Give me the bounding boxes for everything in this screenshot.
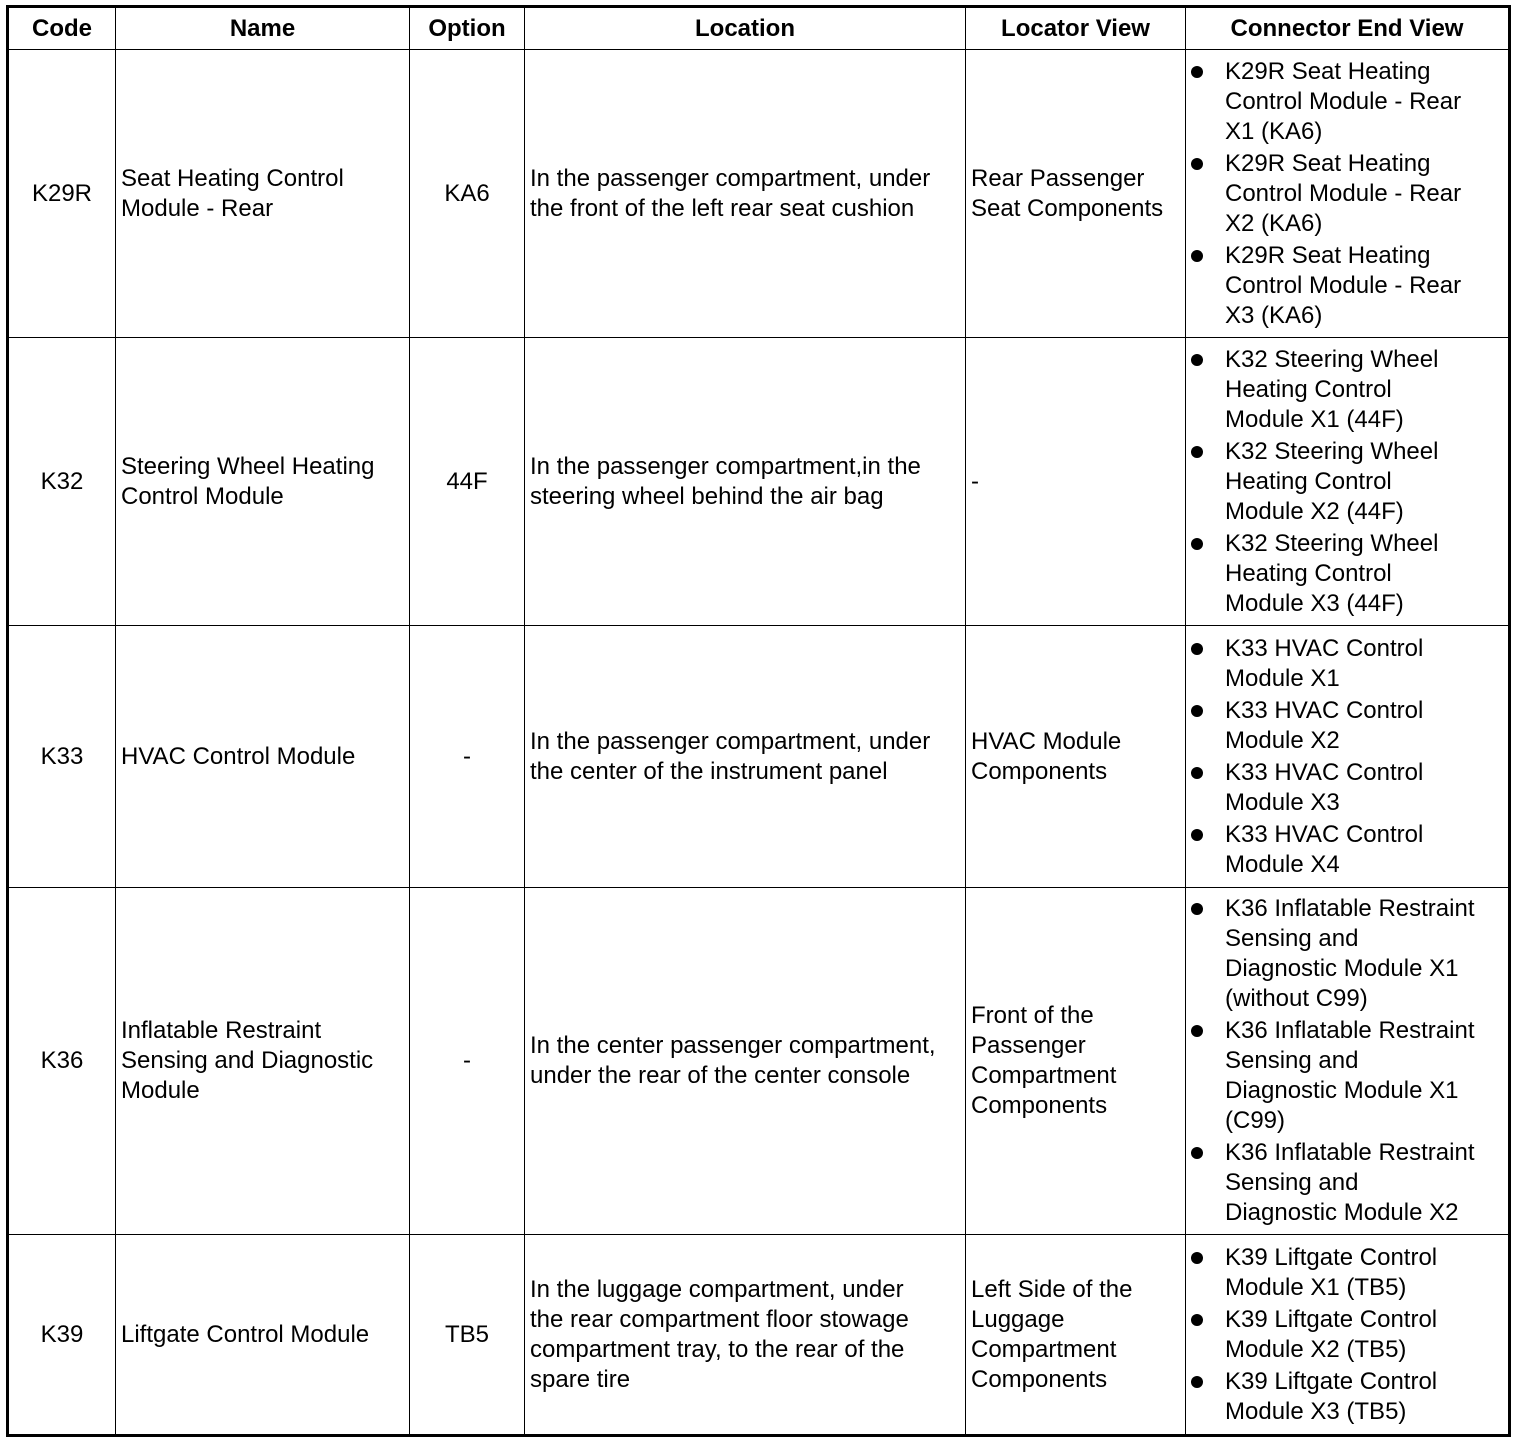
- text-line: Module X2 (TB5): [1225, 1335, 1407, 1363]
- text-line: Heating Control: [1225, 467, 1392, 495]
- option-text: -: [463, 742, 471, 770]
- text-line: X3 (KA6): [1225, 301, 1323, 329]
- connector-item: [1191, 696, 1503, 756]
- text-line: compartment tray, to the rear of the: [530, 1335, 905, 1363]
- cell-location: [525, 338, 966, 626]
- text-line: Left Side of the: [971, 1275, 1133, 1303]
- table-row: [8, 626, 1510, 888]
- text-line: K29R Seat Heating: [1225, 241, 1431, 269]
- text-line: HVAC Module: [971, 727, 1122, 755]
- text-line: K33 HVAC Control: [1225, 758, 1424, 786]
- cell-location: [525, 888, 966, 1235]
- text-line: Module: [121, 1077, 200, 1104]
- connector-list: [1191, 634, 1503, 880]
- text-line: Luggage: [971, 1305, 1065, 1333]
- cell-code: [8, 50, 116, 338]
- connector-list: [1191, 57, 1503, 331]
- text-line: Passenger: [971, 1032, 1086, 1059]
- cell-locator-view: [966, 888, 1186, 1235]
- text-line: Module X2 (44F): [1225, 497, 1404, 525]
- text-line: the rear compartment floor stowage: [530, 1305, 909, 1333]
- text-line: Module X1: [1225, 664, 1340, 692]
- cell-option: [410, 50, 525, 338]
- text-line: K39 Liftgate Control: [1225, 1367, 1438, 1395]
- text-line: Sensing and: [1225, 1047, 1359, 1074]
- code-text: K36: [40, 1047, 84, 1074]
- table-row: [8, 1235, 1510, 1436]
- text-line: Module X1 (TB5): [1225, 1273, 1407, 1301]
- cell-name: [116, 888, 410, 1235]
- code-text: K33: [40, 742, 84, 770]
- cell-code: [8, 888, 116, 1235]
- cell-connector-end-view: [1186, 338, 1510, 626]
- connector-item: [1191, 820, 1503, 880]
- text-line: (without C99): [1225, 985, 1368, 1012]
- cell-name: [116, 50, 410, 338]
- connector-item: [1191, 1138, 1503, 1228]
- text-line: In the passenger compartment, under: [530, 164, 931, 192]
- code-text: K39: [40, 1320, 84, 1348]
- text-line: Steering Wheel Heating: [121, 452, 375, 480]
- text-line: -: [971, 467, 979, 495]
- code-text: K29R: [31, 179, 93, 207]
- text-line: K36 Inflatable Restraint: [1225, 1139, 1475, 1166]
- text-line: K36 Inflatable Restraint: [1225, 1017, 1475, 1044]
- cell-location: [525, 50, 966, 338]
- cell-locator-view: [966, 338, 1186, 626]
- code-text: K32: [40, 467, 84, 495]
- option-text: KA6: [444, 179, 490, 207]
- text-line: K39 Liftgate Control: [1225, 1243, 1438, 1271]
- text-line: Control Module - Rear: [1225, 271, 1462, 299]
- header-option: Option: [410, 7, 525, 50]
- text-line: Control Module: [121, 482, 284, 510]
- text-line: Diagnostic Module X1: [1225, 1077, 1459, 1104]
- text-line: Module X4: [1225, 850, 1340, 878]
- text-line: Seat Heating Control: [121, 164, 344, 192]
- text-line: K32 Steering Wheel: [1225, 345, 1439, 373]
- text-line: Module X1 (44F): [1225, 405, 1404, 433]
- text-line: spare tire: [530, 1365, 631, 1393]
- connector-list: [1191, 1243, 1503, 1427]
- text-line: Compartment: [971, 1335, 1117, 1363]
- cell-name: [116, 1235, 410, 1436]
- connector-item: [1191, 758, 1503, 818]
- text-line: Module X2: [1225, 726, 1340, 754]
- text-line: Diagnostic Module X2: [1225, 1199, 1459, 1226]
- text-line: Inflatable Restraint: [121, 1017, 322, 1044]
- connector-list: [1191, 894, 1503, 1228]
- cell-connector-end-view: [1186, 1235, 1510, 1436]
- text-line: K32 Steering Wheel: [1225, 437, 1439, 465]
- text-line: Module X3 (44F): [1225, 589, 1404, 617]
- text-line: Module - Rear: [121, 194, 274, 222]
- connector-item: [1191, 634, 1503, 694]
- connector-item: [1191, 1367, 1503, 1427]
- connector-item: [1191, 241, 1503, 331]
- connector-item: [1191, 345, 1503, 435]
- text-line: K33 HVAC Control: [1225, 820, 1424, 848]
- text-line: Liftgate Control Module: [121, 1320, 370, 1348]
- cell-connector-end-view: [1186, 50, 1510, 338]
- text-line: K33 HVAC Control: [1225, 634, 1424, 662]
- header-connector-end-view: Connector End View: [1186, 7, 1510, 50]
- cell-locator-view: [966, 50, 1186, 338]
- text-line: In the passenger compartment,in the: [530, 452, 921, 480]
- text-line: HVAC Control Module: [121, 742, 356, 770]
- text-line: Control Module - Rear: [1225, 179, 1462, 207]
- text-line: (C99): [1225, 1107, 1286, 1134]
- cell-location: [525, 626, 966, 888]
- text-line: In the luggage compartment, under: [530, 1275, 904, 1303]
- option-text: TB5: [444, 1320, 489, 1348]
- text-line: Heating Control: [1225, 559, 1392, 587]
- table-body: [8, 50, 1510, 1436]
- table-row: [8, 338, 1510, 626]
- text-line: the front of the left rear seat cushion: [530, 194, 915, 222]
- cell-code: [8, 338, 116, 626]
- cell-connector-end-view: [1186, 888, 1510, 1235]
- header-code: Code: [8, 7, 116, 50]
- text-line: K32 Steering Wheel: [1225, 529, 1439, 557]
- table-row: [8, 888, 1510, 1235]
- text-line: Heating Control: [1225, 375, 1392, 403]
- text-line: X2 (KA6): [1225, 209, 1323, 237]
- text-line: steering wheel behind the air bag: [530, 482, 884, 510]
- cell-option: [410, 338, 525, 626]
- cell-name: [116, 338, 410, 626]
- text-line: Sensing and: [1225, 1169, 1359, 1196]
- table-row: [8, 50, 1510, 338]
- text-line: the center of the instrument panel: [530, 757, 888, 785]
- connector-item: [1191, 57, 1503, 147]
- cell-connector-end-view: [1186, 626, 1510, 888]
- text-line: X1 (KA6): [1225, 117, 1323, 145]
- text-line: Components: [971, 1092, 1108, 1119]
- connector-item: [1191, 894, 1503, 1014]
- text-line: Sensing and Diagnostic: [121, 1047, 374, 1074]
- connector-item: [1191, 529, 1503, 619]
- option-text: -: [463, 1047, 471, 1074]
- text-line: Diagnostic Module X1: [1225, 955, 1459, 982]
- connector-item: [1191, 1243, 1503, 1303]
- cell-location: [525, 1235, 966, 1436]
- text-line: Sensing and: [1225, 925, 1359, 952]
- text-line: Module X3: [1225, 788, 1340, 816]
- cell-code: [8, 626, 116, 888]
- text-line: Seat Components: [971, 194, 1164, 222]
- header-row: [8, 7, 1510, 50]
- component-location-table: [6, 5, 1511, 1437]
- cell-locator-view: [966, 1235, 1186, 1436]
- cell-code: [8, 1235, 116, 1436]
- text-line: Front of the: [971, 1002, 1094, 1029]
- connector-item: [1191, 1016, 1503, 1136]
- header-name: Name: [116, 7, 410, 50]
- cell-option: [410, 888, 525, 1235]
- option-text: 44F: [446, 467, 488, 495]
- connector-item: [1191, 437, 1503, 527]
- text-line: In the passenger compartment, under: [530, 727, 931, 755]
- connector-item: [1191, 149, 1503, 239]
- text-line: Components: [971, 1365, 1108, 1393]
- cell-locator-view: [966, 626, 1186, 888]
- text-line: K29R Seat Heating: [1225, 57, 1431, 85]
- text-line: Components: [971, 757, 1108, 785]
- text-line: under the rear of the center console: [530, 1062, 911, 1089]
- header-locator-view: Locator View: [966, 7, 1186, 50]
- text-line: K29R Seat Heating: [1225, 149, 1431, 177]
- header-location: Location: [525, 7, 966, 50]
- connector-list: [1191, 345, 1503, 619]
- cell-option: [410, 626, 525, 888]
- text-line: Control Module - Rear: [1225, 87, 1462, 115]
- text-line: K39 Liftgate Control: [1225, 1305, 1438, 1333]
- text-line: K33 HVAC Control: [1225, 696, 1424, 724]
- text-line: Module X3 (TB5): [1225, 1397, 1407, 1425]
- text-line: Rear Passenger: [971, 164, 1145, 192]
- text-line: Compartment: [971, 1062, 1117, 1089]
- text-line: In the center passenger compartment,: [530, 1032, 936, 1059]
- text-line: K36 Inflatable Restraint: [1225, 895, 1475, 922]
- connector-item: [1191, 1305, 1503, 1365]
- cell-name: [116, 626, 410, 888]
- cell-option: [410, 1235, 525, 1436]
